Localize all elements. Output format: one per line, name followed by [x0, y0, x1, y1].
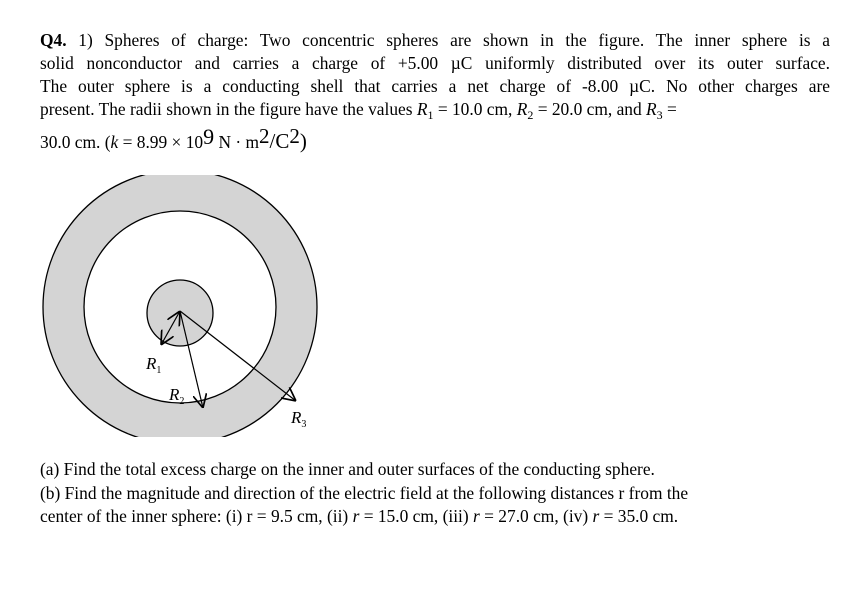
- problem-line-3: The outer sphere is a conducting shell that carries a net charge of -8.00 µC. No other charges are: [40, 76, 830, 96]
- problem-line-1: Q4. 1) Spheres of charge: Two concentric spheres are shown in the figure. The inner sphere is a: [40, 30, 830, 50]
- r2-label: $R_2$: [169, 385, 185, 407]
- r1-label: $R_1$: [146, 354, 162, 376]
- questions-block: [40, 458, 830, 529]
- question-a: (a) Find the total excess charge on the inner and outer surfaces of the conducting sphere.: [40, 459, 655, 479]
- problem-statement: [40, 29, 830, 154]
- question-b-line-1: (b) Find the magnitude and direction of the electric field at the following distances r from the: [40, 482, 689, 503]
- problem-line-2: solid nonconductor and carries a charge of +5.00 µC uniformly distributed over its outer surface.: [40, 53, 830, 73]
- problem-line-5: 30.0 cm. ($k = 8.99 \times 10^9$ $N \cdot m^2/C^2$): [40, 124, 307, 153]
- concentric-spheres-figure: [38, 175, 328, 442]
- problem-line-4: present. The radii shown in the figure have the values $R_1 = 10.0$ cm, $R_2 = 20.0$ cm, and $R_3$ =: [40, 99, 677, 122]
- spheres-diagram: [38, 175, 328, 437]
- question-number: Q4.: [40, 30, 67, 50]
- r3-label: $R_3$: [291, 408, 307, 430]
- question-b-line-2: center of the inner sphere: (i) r = 9.5 cm, (ii) r = 15.0 cm, (iii) r = 27.0 cm, (iv) r = 35.0 cm.: [40, 506, 679, 526]
